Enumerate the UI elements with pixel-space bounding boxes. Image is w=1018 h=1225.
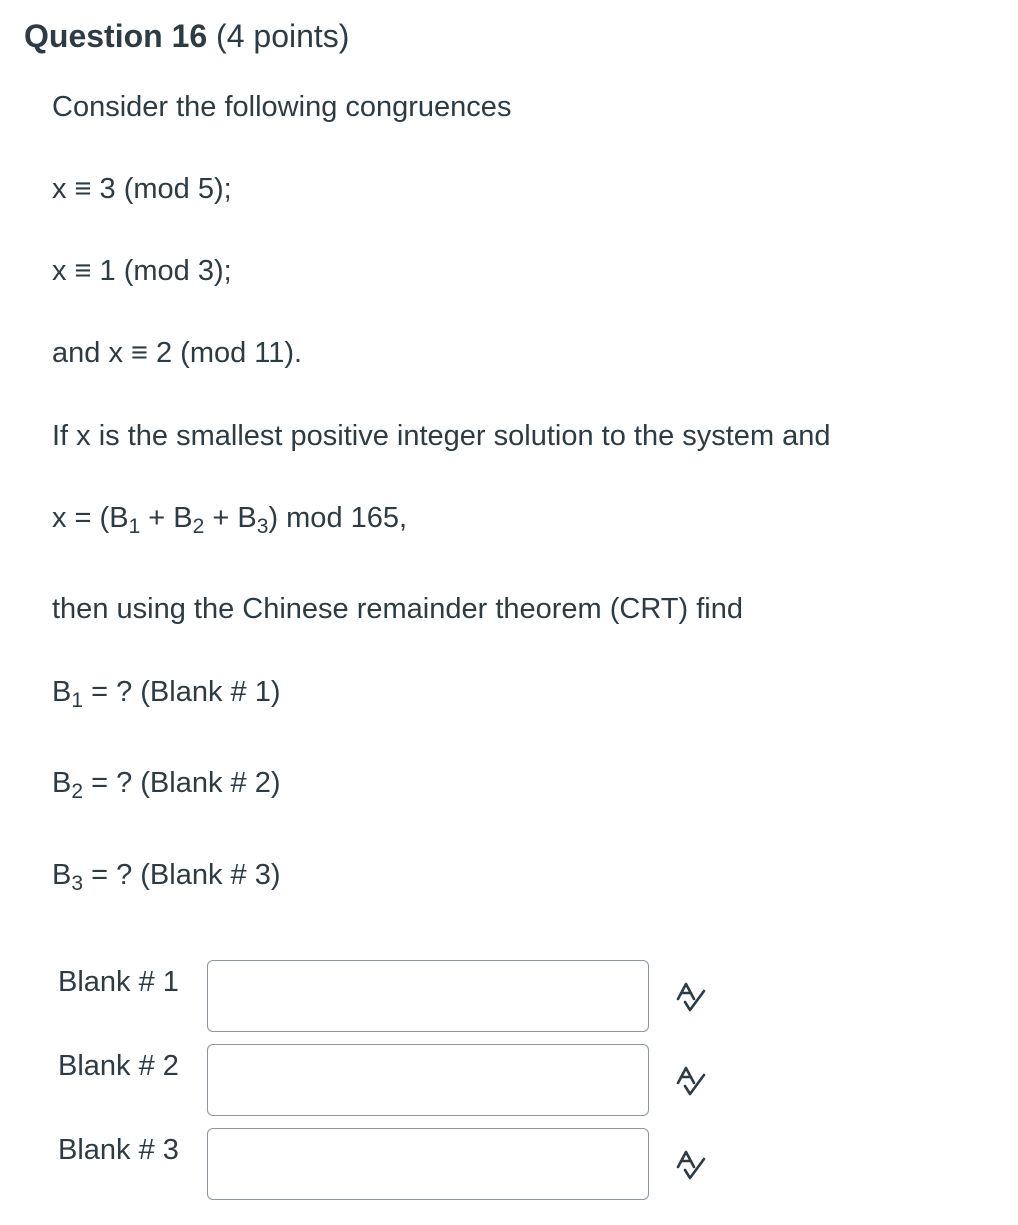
unknown-text: = ? (Blank # 3) [83,859,281,891]
formula-plus-2: + B [204,502,257,534]
formula-line [52,500,407,536]
formula-lhs: x = (B [52,502,129,534]
blank-2-label: Blank # 2 [58,1050,179,1082]
unknown-b2 [52,765,281,801]
blank-3-input[interactable] [207,1128,649,1200]
unknown-text: = ? (Blank # 1) [83,676,281,708]
congruence-2: x ≡ 1 (mod 3); [52,255,232,287]
blank-1-label: Blank # 1 [58,966,179,998]
question-condition: If x is the smallest positive integer solution to the system and [52,420,831,452]
unknown-b1 [52,674,281,710]
question-instruction: then using the Chinese remainder theorem (CRT) find [52,593,743,625]
spellcheck-icon[interactable] [674,1063,708,1097]
question-points: (4 points) [216,18,350,54]
blank-3-label: Blank # 3 [58,1134,179,1166]
question-header [24,16,349,56]
blank-2-input[interactable] [207,1044,649,1116]
spellcheck-icon[interactable] [674,979,708,1013]
unknown-var: B [52,859,72,891]
formula-sub-2: 2 [192,515,205,538]
question-intro: Consider the following congruences [52,91,512,123]
unknown-var: B [52,767,72,799]
unknown-sub: 3 [71,872,84,895]
congruence-3: and x ≡ 2 (mod 11). [52,337,303,369]
formula-plus-1: + B [140,502,193,534]
question-title: Question 16 [24,18,208,54]
blank-1-input[interactable] [207,960,649,1032]
unknown-b3 [52,857,281,893]
unknown-sub: 1 [71,689,84,712]
formula-sub-3: 3 [256,515,269,538]
congruence-1: x ≡ 3 (mod 5); [52,173,232,205]
formula-rhs: ) mod 165, [268,502,408,534]
spellcheck-icon[interactable] [674,1147,708,1181]
unknown-sub: 2 [71,780,84,803]
unknown-var: B [52,676,72,708]
unknown-text: = ? (Blank # 2) [83,767,281,799]
formula-sub-1: 1 [128,515,141,538]
